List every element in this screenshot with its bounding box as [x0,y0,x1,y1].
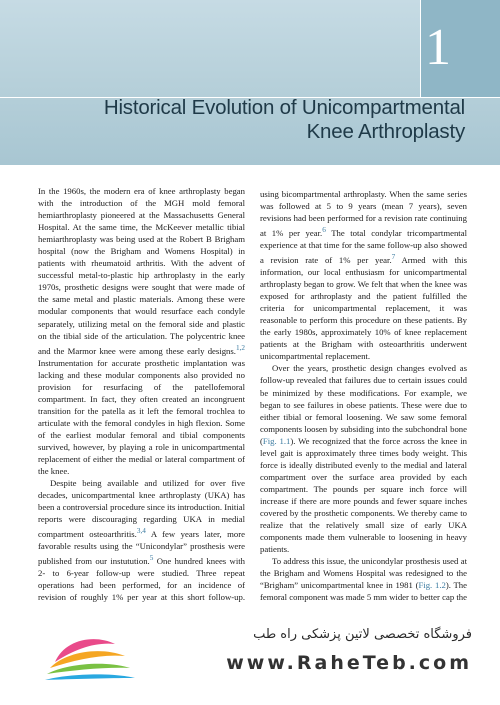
citation-ref[interactable]: 5 [149,554,154,563]
chapter-title-line-2: Knee Arthroplasty [306,120,465,143]
figure-link[interactable]: Fig. 1.1 [262,435,291,446]
text-run: Armed with this information, our local enthusiasm for unicompartmental arthroplasty began to grow. We felt that when the knee was exposed for arthroplasty and the patient fulfilled the criteria for unicompartmental replacement, it was reasonable to perform this procedure on these patients. By the early 1980s, approximately 10% of knee replacement patients at the Brigham with osteoarthritis underwent unicompartmental replacement. [260,255,467,362]
paragraph [38,185,245,477]
figure-link[interactable]: Fig. 1.2 [418,580,446,591]
left-column [38,185,245,615]
paragraph [260,188,467,362]
paragraph [260,362,467,555]
citation-ref[interactable]: 6 [322,226,326,235]
text-run: using bicompartmental arthroplasty. When the same series was followed at 5 to 9 years (mean 7 years), seven revisions had been performed for a revision rate continuing at 1% per year. [260,189,467,239]
chapter-number: 1 [425,19,451,76]
citation-ref[interactable]: 1,2 [235,343,245,352]
citation-ref[interactable]: 3,4 [136,527,146,536]
text-run: Over the years, prosthetic design changes evolved as follow-up revealed that failures due to certain issues could be minimized by these modifications. For example, we began to see failures in obese patients. These were due to either tibial or femoral loosening. We saw some femoral components loosen by subsiding into the subchondral bone ( [260,363,467,446]
watermark-url: www.RaheTeb.com [226,652,472,674]
text-run: Despite being available and utilized for over five decades, unicompartmental knee arthroplasty (UKA) has been a controversial procedure since its introduction. Initial reports were discouraging regarding UKA in medial compartment osteoarthritis. [38,478,245,540]
chapter-banner [0,0,500,165]
watermark-persian-text: فروشگاه تخصصی لاتین پزشکی راه طب [253,627,472,642]
text-run: One hundred knees with 2- to 6-year follow-up were studied. Three repeat operations had been performed, for an incidence of revision of roughly 1% per year at this short follow-up. [38,556,246,603]
chapter-title [45,96,465,144]
text-run: ). We recognized that the force across the knee in level gait is approximately three times body weight. This force is ideally distributed evenly to the medial and lateral compartment over the surface area provided by each compartment. The pounds per square inch force will increase if there are more pounds and fewer square inches covered by the prosthetic components. We thereby came to realize that the relatively small size of early UKA components made them vulnerable to loosening in heavy patients. [260,435,467,555]
citation-ref[interactable]: 7 [391,253,396,262]
chapter-title-line-1: Historical Evolution of Unicompartmental [103,96,465,119]
text-run: ). The femoral component was made 5 mm wider to better cap the [260,580,468,603]
text-run: To address this issue, the unicondylar prosthesis used at the Brigham and Womens Hospital was redesigned to the “Brigham” unicompartmental knee in 1981 ( [260,556,467,591]
text-run: The total condylar tricompartmental experience at that time for the same follow-up also showed a revision rate of 1% per year. [260,228,467,266]
paragraph [38,477,245,615]
right-column [260,188,467,627]
text-run: Instrumentation for accurate prosthetic implantation was lacking and these modular components also provided no provision for resurfacing of the patellofemoral compartment. In fact, they often created an incongruent transition for the patella as it left the femoral trochlea to articulate with the femoral condyles in high flexion. Some of the earliest modular femoral and tibial components survived, however, by playing a role in unicompartmental replacement of either the medial or lateral compartment of the knee. [38,357,245,476]
text-run: A few years later, more favorable results using the “Unicondylar” prosthesis were published from our instutution. [38,529,245,567]
text-run: In the 1960s, the modern era of knee arthroplasty began with the introduction of the MGH mold femoral hemiarthroplasty pioneered at the Massachusetts General Hospital. At the same time, the McKeever metallic tibial hemiarthroplasty was being used at the Robert B Brigham hospital (now the Brigham and Womens Hospital) in patients with rheumatoid arthritis. With the advent of successful metal-to-plastic hip arthroplasty in the early 1970s, prosthetic designs were sought that were made of the same metal and plastic materials. Among these were modular components that would resurface each condyle separately, utilizing metal on the femoral side and plastic on the tibial side of the articulation. The polycentric knee and the Marmor knee were among these early designs. [38,186,245,356]
